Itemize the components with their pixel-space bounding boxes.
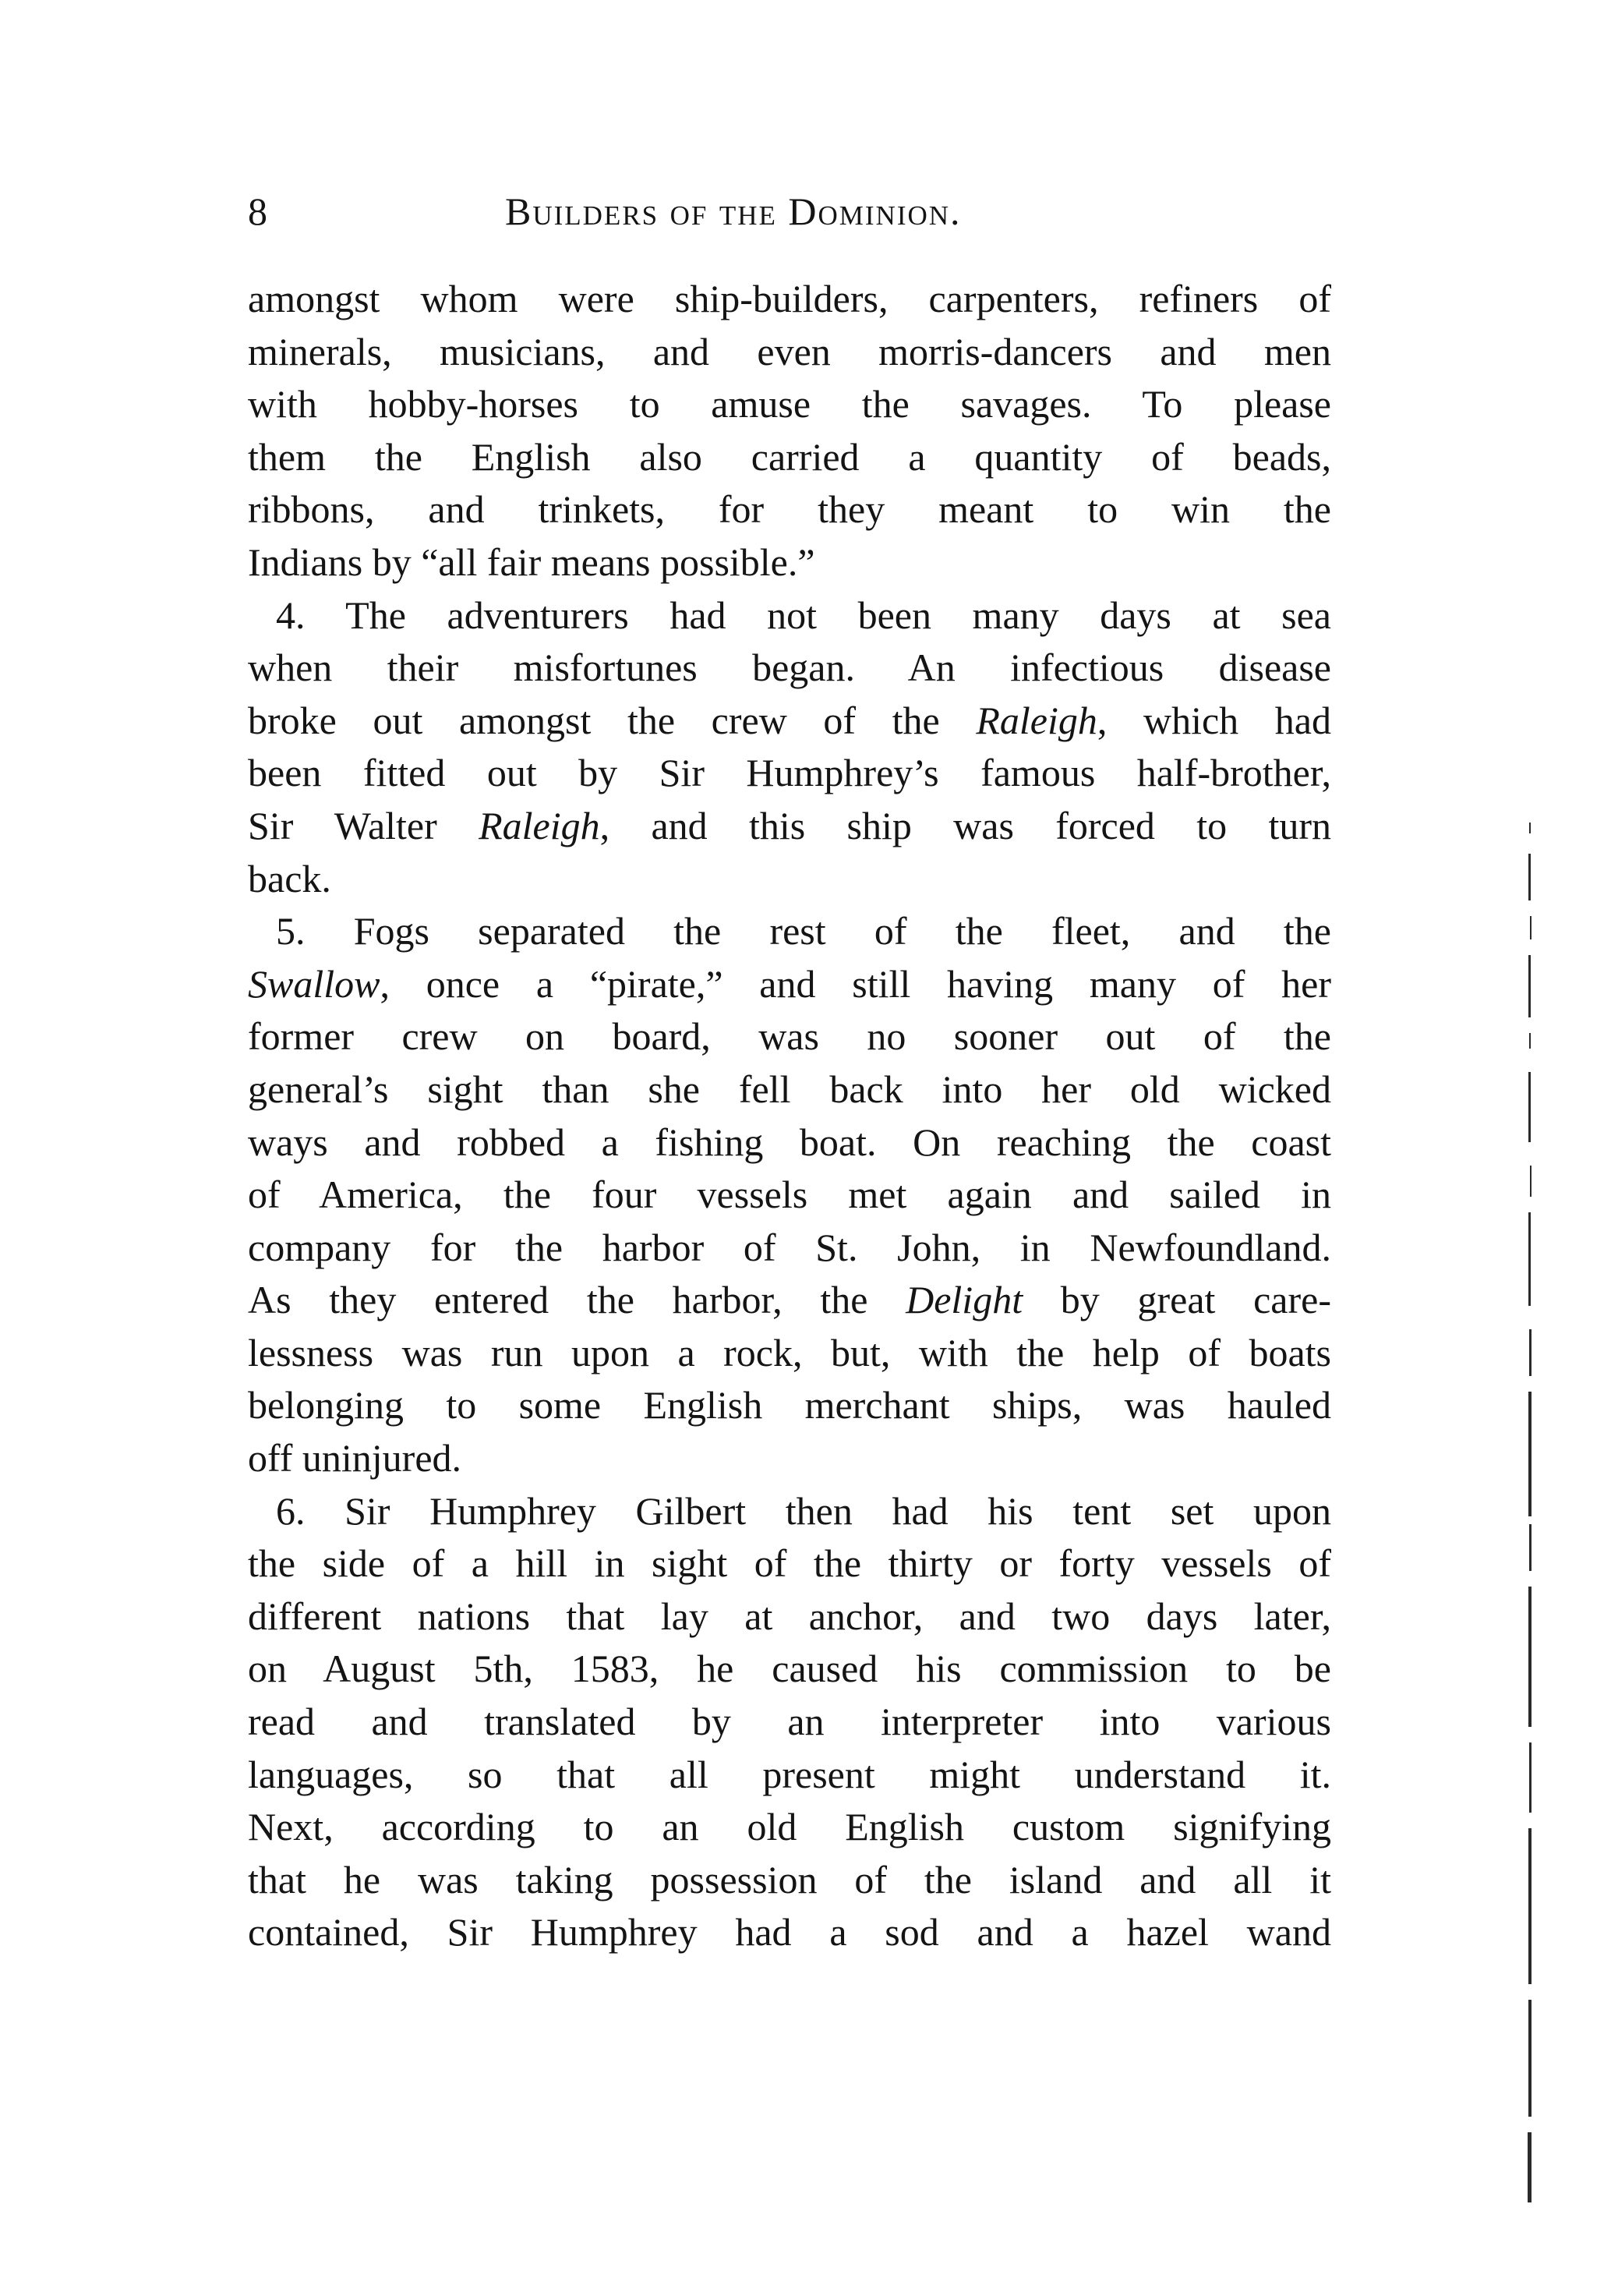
body-text <box>248 273 1331 1959</box>
text-line: Indians by “all fair means possible.” <box>248 540 815 584</box>
text-line: minerals, musicians, and even morris-dancers and men <box>248 329 1331 373</box>
text-line: Sir Walter Raleigh, and this ship was forced to turn <box>248 803 1331 847</box>
text-line: languages, so that all present might understand it. <box>248 1752 1331 1796</box>
text-line: ways and robbed a fishing boat. On reaching the coast <box>248 1120 1331 1164</box>
text-line: general’s sight than she fell back into her old wicked <box>248 1067 1331 1111</box>
text-line: when their misfortunes began. An infectious disease <box>248 646 1331 690</box>
text-line: broke out amongst the crew of the Raleigh, which had <box>248 698 1331 742</box>
text-line: with hobby-horses to amuse the savages. To please <box>248 382 1331 426</box>
text-line: As they entered the harbor, the Delight by great care- <box>248 1278 1331 1322</box>
text-line: ribbons, and trinkets, for they meant to win the <box>248 487 1331 532</box>
ship-name: Swallow <box>248 961 380 1006</box>
text-line: contained, Sir Humphrey had a sod and a hazel wand <box>248 1910 1331 1955</box>
text-line: amongst whom were ship-builders, carpenters, refiners of <box>248 277 1331 320</box>
text-line: Swallow, once a “pirate,” and still having many of her <box>248 961 1331 1006</box>
text-line: former crew on board, was no sooner out of the <box>248 1014 1331 1059</box>
paragraph-5-start: 5. Fogs separated the rest of the fleet, and the <box>276 909 1331 953</box>
scan-edge-noise-graphic <box>1524 823 1536 2210</box>
text-line: been fitted out by Sir Humphrey’s famous half-brother, <box>248 751 1331 795</box>
text-line: lessness was run upon a rock, but, with the help of boats <box>248 1330 1331 1374</box>
text-line: off uninjured. <box>248 1436 462 1481</box>
paragraph-4-start: 4. The adventurers had not been many days at sea <box>276 593 1331 637</box>
text-line: Next, according to an old English custom signifying <box>248 1805 1331 1849</box>
text-line: back. <box>248 856 331 900</box>
page-header <box>248 184 1331 246</box>
page-number: 8 <box>248 189 267 233</box>
ship-name: Delight <box>906 1278 1023 1322</box>
text-line: of America, the four vessels met again and sailed in <box>248 1173 1331 1217</box>
running-head: Builders of the Dominion. <box>505 189 962 233</box>
ship-name: Raleigh <box>976 698 1097 742</box>
text-line: company for the harbor of St. John, in Newfoundland. <box>248 1225 1331 1269</box>
text-line: on August 5th, 1583, he caused his commission to be <box>248 1647 1331 1691</box>
text-line: them the English also carried a quantity of beads, <box>248 434 1331 479</box>
ship-name: Raleigh <box>479 803 600 847</box>
scan-edge-noise <box>1524 823 1536 2296</box>
text-line: the side of a hill in sight of the thirty or forty vessels of <box>248 1541 1331 1586</box>
text-line: belonging to some English merchant ships, was hauled <box>248 1383 1331 1427</box>
text-line: read and translated by an interpreter into various <box>248 1700 1331 1744</box>
text-line: that he was taking possession of the island and all it <box>248 1857 1331 1902</box>
paragraph-6-start: 6. Sir Humphrey Gilbert then had his tent set upon <box>276 1488 1331 1533</box>
text-line: different nations that lay at anchor, and two days later, <box>248 1594 1331 1638</box>
